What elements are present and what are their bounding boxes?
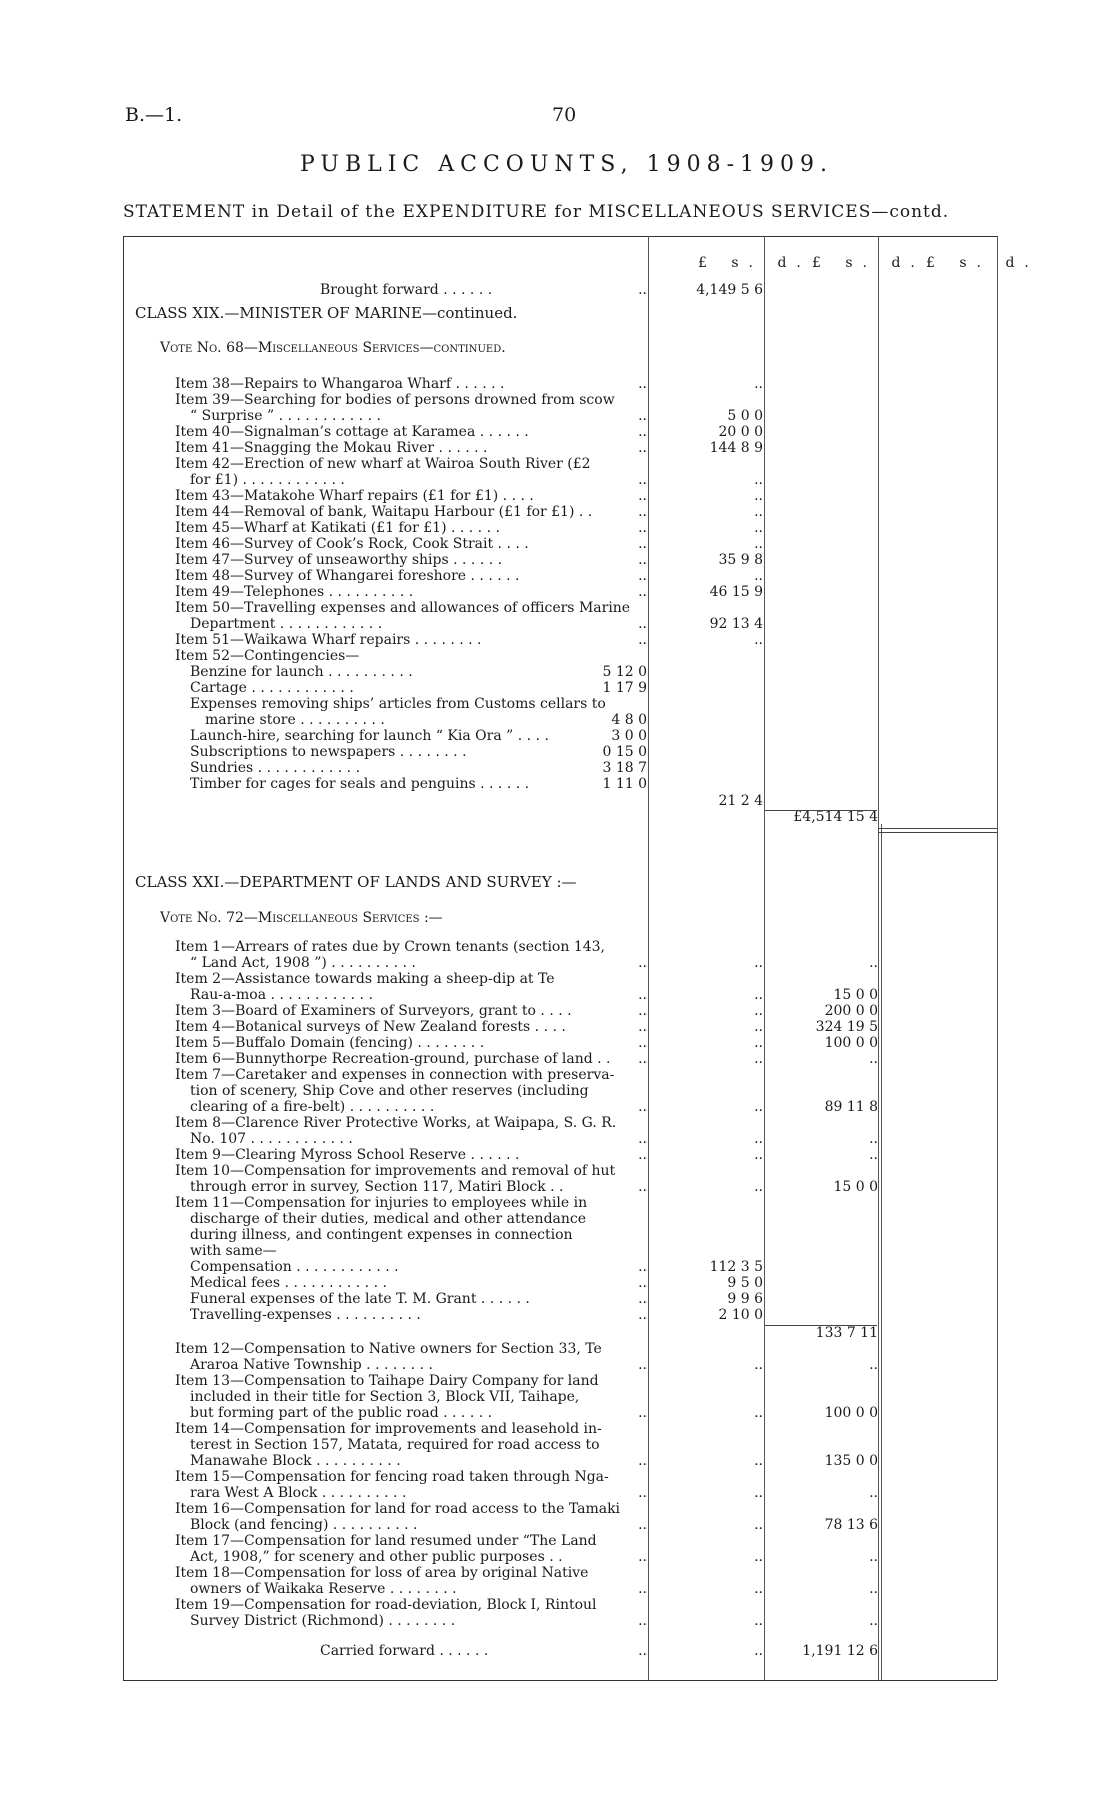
line-description: Item 4—Botanical surveys of New Zealand forests . . . . [175,1019,566,1035]
statement-line [0,1019,1114,1035]
table-bottom-rule [123,1680,997,1681]
amount-a1: 3 0 0 [611,728,647,744]
statement-line [0,1357,1114,1373]
amount-a1: .. [638,632,647,648]
statement-line [0,600,1114,616]
line-description: Item 13—Compensation to Taihape Dairy Company for land [175,1373,599,1389]
amount-a1: .. [638,1051,647,1067]
line-description: CLASS XXI.—DEPARTMENT OF LANDS AND SURVEY :— [135,873,577,891]
statement-line [0,632,1114,648]
amount-a1: .. [638,1643,647,1659]
amount-a2: .. [754,1035,763,1051]
amount-a1: .. [638,1019,647,1035]
amount-a2: .. [754,568,763,584]
amount-a1: .. [638,1003,647,1019]
statement-line [0,305,1114,321]
amount-a1: .. [638,1357,647,1373]
amount-a1: .. [638,1131,647,1147]
amount-a1: .. [638,1517,647,1533]
line-description: Item 44—Removal of bank, Waitapu Harbour (£1 for £1) . . [175,504,593,520]
amount-a1: .. [638,504,647,520]
amount-a2: 46 15 9 [709,584,763,600]
statement-line [0,1405,1114,1421]
amount-a3: .. [869,1549,878,1565]
page-title: PUBLIC ACCOUNTS, 1908-1909. [300,152,833,177]
amount-a2: .. [754,504,763,520]
statement-line [0,1211,1114,1227]
line-description: Item 1—Arrears of rates due by Crown tenants (section 143, [175,939,605,955]
amount-a2: 2 10 0 [718,1307,763,1323]
amount-a2: 20 0 0 [718,424,763,440]
amount-a3: 200 0 0 [824,1003,878,1019]
statement-line [0,680,1114,696]
amount-a1: 1 11 0 [602,776,647,792]
statement-line [0,987,1114,1003]
line-description: Compensation . . . . . . . . . . . . [190,1259,399,1275]
line-description: Araroa Native Township . . . . . . . . [190,1357,433,1373]
amount-a3: .. [869,1051,878,1067]
amount-a1: .. [638,1613,647,1629]
statement-line [0,552,1114,568]
statement-line [0,1227,1114,1243]
line-description: Funeral expenses of the late T. M. Grant . . . . . . [190,1291,530,1307]
statement-line [0,584,1114,600]
amount-a2: 92 13 4 [709,616,763,632]
column-header-2: £ s. d. [812,255,925,271]
amount-a1: .. [638,520,647,536]
statement-line [0,1643,1114,1659]
statement-line [0,1179,1114,1195]
amount-a1: .. [638,1307,647,1323]
amount-a1: 4 8 0 [611,712,647,728]
statement-line [0,1421,1114,1437]
statement-line [0,1099,1114,1115]
line-description: Subscriptions to newspapers . . . . . . . . [190,744,467,760]
line-description: Item 39—Searching for bodies of persons drowned from scow [175,392,615,408]
line-description: with same— [190,1243,277,1259]
line-description: through error in survey, Section 117, Matiri Block . . [190,1179,564,1195]
amount-a2: .. [754,520,763,536]
amount-a3: .. [869,955,878,971]
line-description: Item 45—Wharf at Katikati (£1 for £1) . . . . . . [175,520,500,536]
amount-a1: .. [638,584,647,600]
line-description: Item 38—Repairs to Whangaroa Wharf . . . . . . [175,376,505,392]
amount-a3: .. [869,1131,878,1147]
amount-a2: .. [754,1003,763,1019]
amount-a3: .. [869,1581,878,1597]
statement-line [0,910,1114,926]
statement-line [0,1325,1114,1341]
amount-a2: .. [754,1147,763,1163]
statement-line [0,1501,1114,1517]
amount-a2: 35 9 8 [718,552,763,568]
amount-a1: .. [638,987,647,1003]
line-description: tion of scenery, Ship Cove and other reserves (including [190,1083,589,1099]
line-description: discharge of their duties, medical and other attendance [190,1211,587,1227]
statement-line [0,760,1114,776]
statement-subtitle: STATEMENT in Detail of the EXPENDITURE for MISCELLANEOUS SERVICES—contd. [123,202,950,222]
line-description: rara West A Block . . . . . . . . . . [190,1485,407,1501]
statement-line [0,1565,1114,1581]
amount-a2: .. [754,1549,763,1565]
amount-a2: 5 0 0 [727,408,763,424]
amount-a3: 135 0 0 [824,1453,878,1469]
line-description: during illness, and contingent expenses in connection [190,1227,573,1243]
statement-line [0,1131,1114,1147]
statement-line [0,1115,1114,1131]
amount-a2: .. [754,472,763,488]
amount-a2: .. [754,1613,763,1629]
amount-a1: .. [638,536,647,552]
line-description: Item 46—Survey of Cook’s Rock, Cook Strait . . . . [175,536,529,552]
statement-line [0,1259,1114,1275]
statement-line [0,1051,1114,1067]
line-description: Act, 1908,” for scenery and other public purposes . . [190,1549,563,1565]
document-reference: B.—1. [125,104,183,126]
amount-a2: .. [754,1517,763,1533]
line-description: Item 3—Board of Examiners of Surveyors, grant to . . . . [175,1003,572,1019]
amount-a2: .. [754,376,763,392]
line-description: Item 12—Compensation to Native owners for Section 33, Te [175,1341,602,1357]
amount-a1: .. [638,1147,647,1163]
line-description: Department . . . . . . . . . . . . [190,616,383,632]
line-description: Item 17—Compensation for land resumed under “The Land [175,1533,597,1549]
amount-a3: 15 0 0 [833,987,878,1003]
amount-a3: 324 19 5 [815,1019,878,1035]
statement-line [0,282,1114,298]
line-description: Item 50—Travelling expenses and allowances of officers Marine [175,600,631,616]
amount-a2: .. [754,1357,763,1373]
line-description: Item 16—Compensation for land for road access to the Tamaki [175,1501,621,1517]
statement-line [0,1389,1114,1405]
line-description: Cartage . . . . . . . . . . . . [190,680,354,696]
statement-line [0,939,1114,955]
statement-line [0,1163,1114,1179]
line-description: Item 49—Telephones . . . . . . . . . . [175,584,414,600]
line-description: Item 43—Matakohe Wharf repairs (£1 for £1) . . . . [175,488,534,504]
statement-line [0,1291,1114,1307]
amount-a3: .. [869,1147,878,1163]
line-description: Item 10—Compensation for improvements and removal of hut [175,1163,616,1179]
amount-a1: .. [638,1275,647,1291]
amount-a1: .. [638,955,647,971]
amount-a1: .. [638,1549,647,1565]
subtotal-rule [765,810,877,811]
statement-line [0,793,1114,809]
statement-line [0,488,1114,504]
amount-a1: .. [638,616,647,632]
amount-a3: 89 11 8 [824,1099,878,1115]
amount-a1: .. [638,440,647,456]
amount-a1: .. [638,376,647,392]
page-number: 70 [552,104,577,126]
statement-line [0,472,1114,488]
amount-a1: .. [638,1099,647,1115]
line-description: Travelling-expenses . . . . . . . . . . [190,1307,421,1323]
line-description: owners of Waikaka Reserve . . . . . . . . [190,1581,457,1597]
line-description: Benzine for launch . . . . . . . . . . [190,664,413,680]
line-description: Item 41—Snagging the Mokau River . . . . . . [175,440,488,456]
statement-line [0,1517,1114,1533]
line-description: Item 51—Waikawa Wharf repairs . . . . . . . . [175,632,482,648]
statement-line [0,1549,1114,1565]
line-description: Item 9—Clearing Myross School Reserve . . . . . . [175,1147,520,1163]
line-description: Item 5—Buffalo Domain (fencing) . . . . . . . . [175,1035,485,1051]
statement-line [0,648,1114,664]
line-description: Carried forward . . . . . . [320,1643,489,1659]
amount-a2: .. [754,1643,763,1659]
line-description: Brought forward . . . . . . [320,282,493,298]
line-description: Item 11—Compensation for injuries to employees while in [175,1195,588,1211]
amount-a2: 9 9 6 [727,1291,763,1307]
statement-line [0,440,1114,456]
statement-line [0,456,1114,472]
statement-line [0,1067,1114,1083]
line-description: Vote No. 68—Miscellaneous Services—continued. [160,340,506,356]
statement-line [0,1035,1114,1051]
statement-line [0,1581,1114,1597]
amount-a3: £4,514 15 4 [793,809,878,825]
amount-a1: 5 12 0 [602,664,647,680]
amount-a1: 1 17 9 [602,680,647,696]
line-description: Manawahe Block . . . . . . . . . . [190,1453,401,1469]
amount-a1: 0 15 0 [602,744,647,760]
statement-line [0,744,1114,760]
amount-a3: 100 0 0 [824,1035,878,1051]
statement-line [0,568,1114,584]
line-description: included in their title for Section 3, Block VII, Taihape, [190,1389,580,1405]
subtotal-rule [765,1325,877,1326]
statement-line [0,1243,1114,1259]
line-description: Sundries . . . . . . . . . . . . [190,760,361,776]
line-description: Rau-a-moa . . . . . . . . . . . . [190,987,373,1003]
statement-line [0,1533,1114,1549]
statement-line [0,520,1114,536]
statement-line [0,971,1114,987]
amount-a2: .. [754,1581,763,1597]
total-double-rule [879,828,997,833]
line-description: Expenses removing ships’ articles from Customs cellars to [190,696,606,712]
amount-a1: .. [638,1453,647,1469]
line-description: Item 42—Erection of new wharf at Wairoa South River (£2 [175,456,591,472]
amount-a1: 3 18 7 [602,760,647,776]
line-description: Timber for cages for seals and penguins . . . . . . [190,776,530,792]
line-description: clearing of a fire-belt) . . . . . . . . . . [190,1099,435,1115]
statement-line [0,1307,1114,1323]
statement-line [0,776,1114,792]
statement-line [0,616,1114,632]
line-description: “ Surprise ” . . . . . . . . . . . . [190,408,381,424]
statement-line [0,664,1114,680]
statement-line [0,424,1114,440]
statement-line [0,1469,1114,1485]
statement-line [0,728,1114,744]
line-description: Item 52—Contingencies— [175,648,360,664]
statement-line [0,376,1114,392]
amount-a1: .. [638,424,647,440]
line-description: CLASS XIX.—MINISTER OF MARINE—continued. [135,304,518,322]
line-description: Item 8—Clarence River Protective Works, at Waipapa, S. G. R. [175,1115,617,1131]
statement-line [0,1453,1114,1469]
statement-line [0,1003,1114,1019]
amount-a2: .. [754,1051,763,1067]
line-description: Block (and fencing) . . . . . . . . . . [190,1517,418,1533]
amount-a1: .. [638,488,647,504]
amount-a2: .. [754,987,763,1003]
statement-line [0,536,1114,552]
statement-line [0,504,1114,520]
amount-a3: 1,191 12 6 [802,1643,878,1659]
statement-line [0,1437,1114,1453]
amount-a2: .. [754,536,763,552]
line-description: Item 2—Assistance towards making a sheep-dip at Te [175,971,555,987]
amount-a1: .. [638,1291,647,1307]
statement-line [0,340,1114,356]
line-description: No. 107 . . . . . . . . . . . . [190,1131,353,1147]
amount-a2: 112 3 5 [709,1259,763,1275]
statement-line [0,874,1114,890]
statement-line [0,1613,1114,1629]
amount-a1: .. [638,1259,647,1275]
line-description: Item 19—Compensation for road-deviation, Block I, Rintoul [175,1597,597,1613]
amount-a1: .. [638,1405,647,1421]
statement-line [0,1275,1114,1291]
statement-line [0,696,1114,712]
amount-a1: .. [638,568,647,584]
line-description: terest in Section 157, Matata, required for road access to [190,1437,600,1453]
line-description: marine store . . . . . . . . . . [205,712,385,728]
line-description: Survey District (Richmond) . . . . . . . . [190,1613,456,1629]
line-description: Launch-hire, searching for launch “ Kia Ora ” . . . . [190,728,549,744]
amount-a2: 21 2 4 [718,793,763,809]
column-header-1: £ s. d. [698,255,811,271]
statement-line [0,1147,1114,1163]
column-header-3: £ s. d. [926,255,1039,271]
amount-a3: 15 0 0 [833,1179,878,1195]
amount-a2: .. [754,1131,763,1147]
amount-a2: .. [754,1405,763,1421]
amount-a1: .. [638,1581,647,1597]
amount-a2: .. [754,955,763,971]
statement-line [0,712,1114,728]
amount-a1: .. [638,1485,647,1501]
amount-a3: .. [869,1485,878,1501]
line-description: Medical fees . . . . . . . . . . . . [190,1275,387,1291]
statement-line [0,1597,1114,1613]
amount-a3: 100 0 0 [824,1405,878,1421]
amount-a1: .. [638,1035,647,1051]
amount-a2: .. [754,1019,763,1035]
line-description: Item 47—Survey of unseaworthy ships . . . . . . [175,552,503,568]
line-description: Item 18—Compensation for loss of area by original Native [175,1565,589,1581]
amount-a3: .. [869,1357,878,1373]
line-description: Item 6—Bunnythorpe Recreation-ground, purchase of land . . [175,1051,611,1067]
statement-line [0,1485,1114,1501]
amount-a1: .. [638,408,647,424]
statement-line [0,1373,1114,1389]
line-description: Item 48—Survey of Whangarei foreshore . . . . . . [175,568,520,584]
amount-a2: .. [754,632,763,648]
line-description: Item 14—Compensation for improvements and leasehold in- [175,1421,602,1437]
statement-line [0,1083,1114,1099]
statement-line [0,408,1114,424]
line-description: Vote No. 72—Miscellaneous Services :— [160,910,443,926]
line-description: Item 15—Compensation for fencing road taken through Nga- [175,1469,609,1485]
amount-a1: .. [638,552,647,568]
amount-a1: .. [638,282,647,298]
statement-line [0,1341,1114,1357]
amount-a2: .. [754,1099,763,1115]
amount-a2: .. [754,1485,763,1501]
statement-line [0,809,1114,825]
statement-line [0,392,1114,408]
amount-a1: .. [638,472,647,488]
amount-a2: 9 5 0 [727,1275,763,1291]
amount-a2: .. [754,488,763,504]
line-description: “ Land Act, 1908 ”) . . . . . . . . . . [190,955,416,971]
statement-line [0,1195,1114,1211]
statement-line [0,955,1114,971]
line-description: but forming part of the public road . . . . . . [190,1405,493,1421]
line-description: Item 7—Caretaker and expenses in connection with preserva- [175,1067,615,1083]
amount-a1: .. [638,1179,647,1195]
amount-a3: 133 7 11 [815,1325,878,1341]
amount-a2: .. [754,1179,763,1195]
line-description: Item 40—Signalman’s cottage at Karamea . . . . . . [175,424,529,440]
amount-a2: 144 8 9 [709,440,763,456]
line-description: for £1) . . . . . . . . . . . . [190,472,345,488]
amount-a3: 78 13 6 [824,1517,878,1533]
amount-a2: .. [754,1453,763,1469]
table-top-rule [123,236,997,237]
amount-a3: .. [869,1613,878,1629]
amount-a2: 4,149 5 6 [696,282,763,298]
